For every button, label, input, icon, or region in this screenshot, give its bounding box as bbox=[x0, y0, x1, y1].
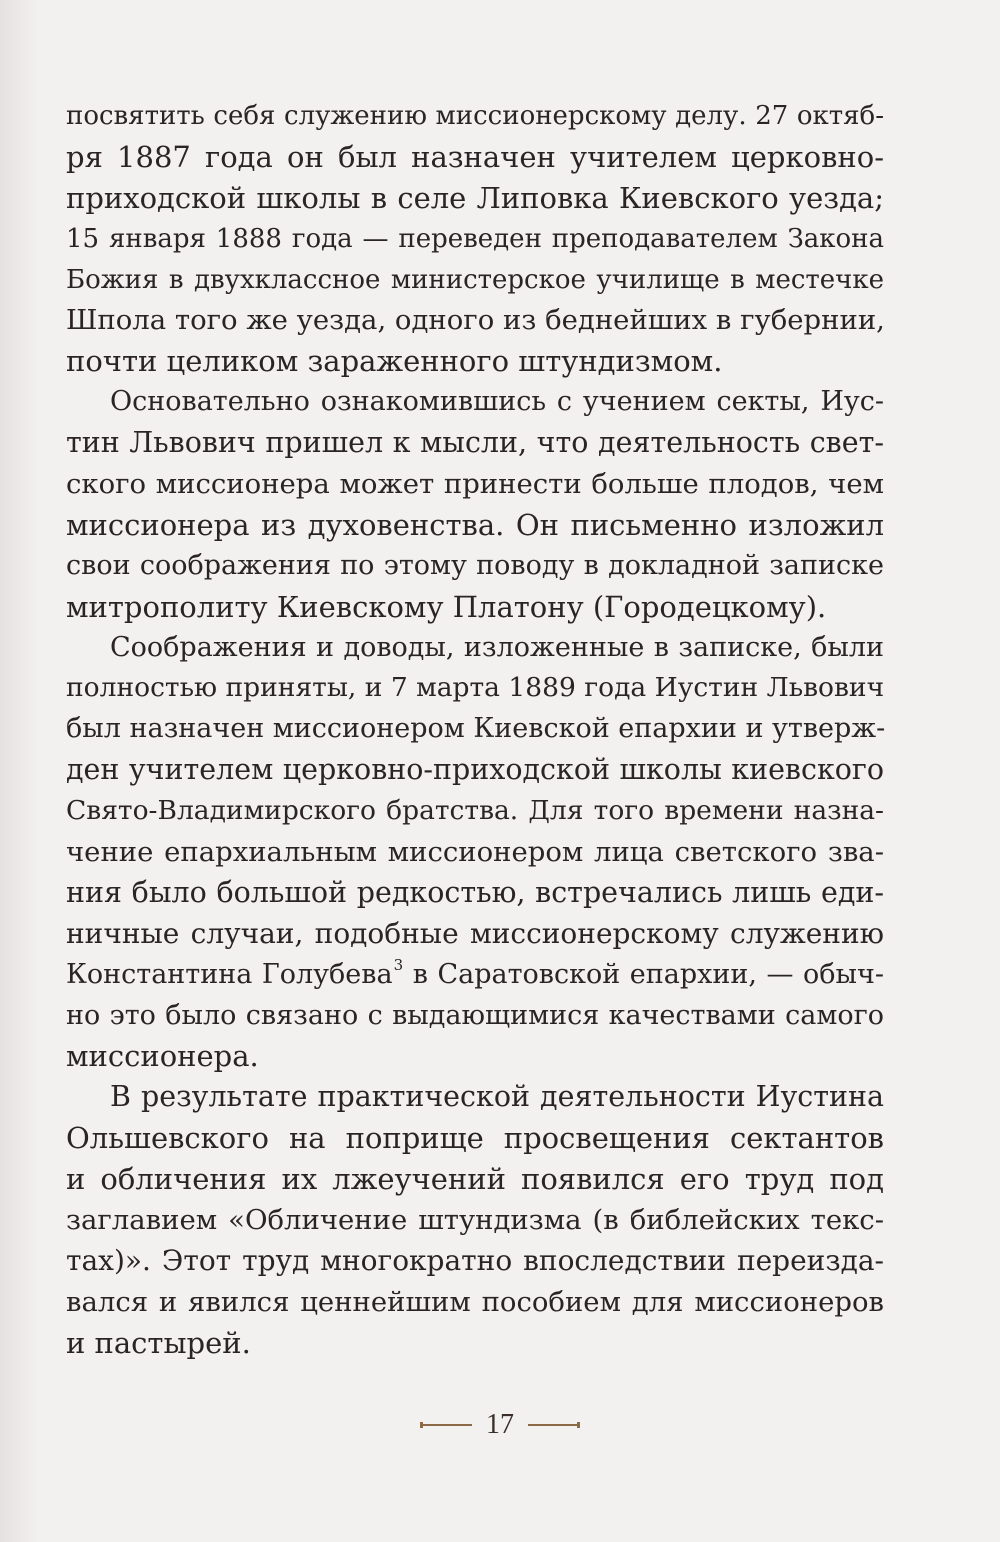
page-gutter-shade bbox=[0, 0, 40, 1542]
text-line: и обличения их лжеучений появился его труд под bbox=[66, 1162, 884, 1197]
text-line: был назначен миссионером Киевской епархии и утверж- bbox=[66, 713, 886, 745]
text-line: ден учителем церковно-приходской школы киевского bbox=[66, 753, 884, 787]
text-line: ского миссионера может принести больше плодов, чем bbox=[66, 468, 884, 501]
page-folio bbox=[0, 1405, 1000, 1445]
text-line: тах)». Этот труд многократно впоследствии переизда- bbox=[66, 1243, 884, 1277]
text-line: В результате практической деятельности Иустина bbox=[110, 1080, 884, 1114]
text-line: заглавием «Обличение штундизма (в библейских текс- bbox=[66, 1204, 884, 1237]
footnote-marker[interactable]: 3 bbox=[393, 955, 404, 974]
text-line: почти целиком зараженного штундизмом. bbox=[66, 344, 723, 379]
text-line: Свято-Владимирского братства. Для того времени назна- bbox=[66, 795, 884, 827]
text-line: ния было большой редкостью, встречались лишь еди- bbox=[66, 875, 884, 909]
text-line: ря 1887 года он был назначен учителем церковно- bbox=[66, 139, 884, 174]
text-line: посвятить себя служению миссионерскому делу. 27 октяб- bbox=[66, 101, 884, 131]
text-line: тин Львович пришел к мысли, что деятельность свет- bbox=[66, 426, 884, 460]
text-line: Основательно ознакомившись с учением секты, Иус- bbox=[110, 386, 884, 418]
text-line: полностью приняты, и 7 марта 1889 года Иустин Львович bbox=[66, 672, 885, 704]
text-line: но это было связано с выдающимися качествами самого bbox=[66, 999, 884, 1031]
text-line: и пастырей. bbox=[66, 1325, 251, 1360]
text-line: Шпола того же уезда, одного из беднейших в губернии, bbox=[66, 304, 885, 337]
text-line: Соображения и доводы, изложенные в записке, были bbox=[110, 631, 884, 663]
text-line: миссионера из духовенства. Он письменно изложил bbox=[66, 507, 884, 542]
text-run: в Саратовской епархии, — обыч- bbox=[412, 958, 884, 990]
text-line: митрополиту Киевскому Платону (Городецкому). bbox=[66, 589, 827, 624]
folio-ornament-left bbox=[420, 1419, 472, 1431]
folio-ornament-right bbox=[528, 1419, 580, 1431]
text-line: Божия в двухклассное министерское училище в местечке bbox=[66, 264, 884, 295]
text-line: вался и явился ценнейшим пособием для миссионеров bbox=[66, 1285, 884, 1318]
text-line: свои соображения по этому поводу в докладной записке bbox=[66, 549, 884, 581]
body-text bbox=[66, 96, 884, 1364]
text-line: приходской школы в селе Липовка Киевского уезда; bbox=[66, 180, 884, 215]
text-line: чение епархиальным миссионером лица светского зва- bbox=[66, 836, 884, 869]
text-line: 15 января 1888 года — переведен преподавателем Закона bbox=[66, 223, 884, 254]
page-number: 17 bbox=[486, 1409, 514, 1440]
text-line: ничные случаи, подобные миссионерскому служению bbox=[66, 916, 884, 950]
text-run: Константина Голубева bbox=[66, 958, 393, 990]
text-line: миссионера. bbox=[66, 1039, 259, 1074]
text-line: Ольшевского на поприще просвещения сектантов bbox=[66, 1121, 884, 1156]
text-line-with-footnote bbox=[66, 955, 884, 996]
